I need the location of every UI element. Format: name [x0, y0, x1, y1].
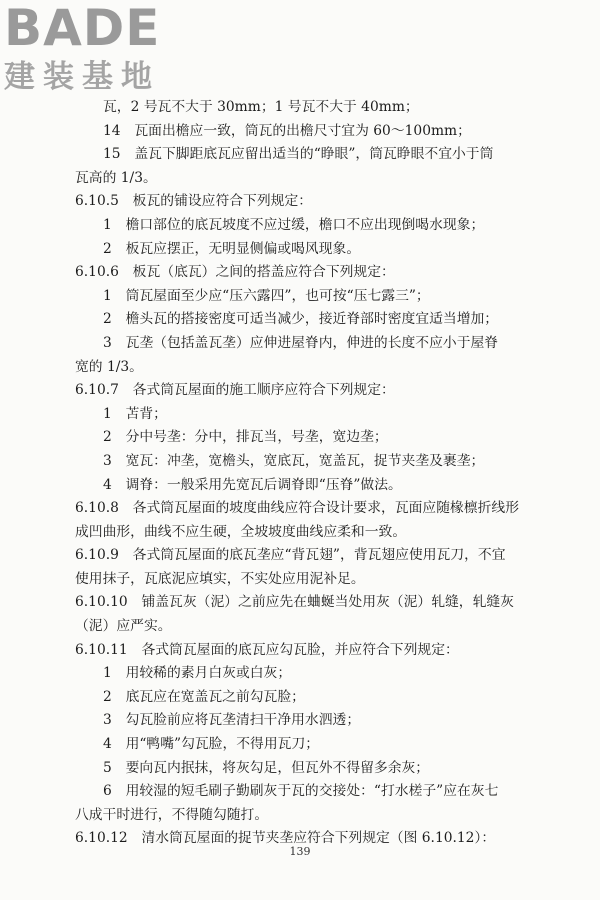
clause-item: 2 檐头瓦的搭接密度可适当减少，接近脊部时密度宜适当增加；	[103, 311, 499, 328]
clause-item: 4 用“鸭嘴”勾瓦脸，不得用瓦刀；	[103, 736, 320, 753]
page-number: 139	[289, 845, 311, 858]
text-line: 成凹曲形，曲线不应生硬，全坡坡度曲线应柔和一致。	[75, 523, 407, 540]
clause-item: 6 用较湿的短毛刷子勤刷灰于瓦的交接处：“打水槎子”应在灰七	[103, 783, 499, 800]
clause-item: 2 底瓦应在宽盖瓦之前勾瓦脸；	[103, 688, 305, 705]
text-line: 八成干时进行，不得随勾随打。	[75, 806, 269, 823]
watermark-subtitle: 建装基地	[4, 59, 160, 95]
text-line: 使用抹子，瓦底泥应填实，不实处应用泥补足。	[75, 570, 365, 587]
text-line: 瓦，2 号瓦不大于 30mm；1 号瓦不大于 40mm；	[103, 99, 419, 115]
watermark-logo	[4, 2, 160, 94]
clause-heading: 6.10.5 板瓦的铺设应符合下列规定：	[75, 193, 313, 210]
clause-item: 2 板瓦应摆正，无明显侧偏或喝风现象。	[103, 240, 361, 257]
text-line: 宽的 1/3。	[75, 358, 143, 375]
clause-item: 1 用较稀的素月白灰或白灰；	[103, 665, 292, 682]
clause-heading: 6.10.10 铺盖瓦灰（泥）之前应先在蛐蜒当处用灰（泥）轧缝，轧缝灰	[75, 594, 514, 611]
clause-item: 1 苫背；	[103, 405, 167, 422]
clause-heading: 6.10.12 清水筒瓦屋面的捉节夹垄应符合下列规定（图 6.10.12）：	[75, 830, 496, 847]
clause-item: 15 盖瓦下脚距底瓦应留出适当的“睁眼”，筒瓦睁眼不宜小于筒	[103, 146, 494, 163]
clause-item: 2 分中号垄：分中，排瓦当，号垄，宽边垄；	[103, 429, 388, 446]
clause-heading: 6.10.11 各式筒瓦屋面的底瓦应勾瓦脸，并应符合下列规定：	[75, 641, 459, 658]
clause-item: 3 宽瓦：冲垄，宽檐头，宽底瓦，宽盖瓦，捉节夹垄及裹垄；	[103, 452, 485, 469]
clause-item: 3 瓦垄（包括盖瓦垄）应伸进屋脊内，伸进的长度不应小于屋脊	[103, 334, 499, 351]
text-line: （泥）应严实。	[75, 618, 172, 635]
watermark-brand: BADE	[4, 0, 161, 57]
text-line: 瓦高的 1/3。	[75, 169, 157, 186]
clause-item: 5 要向瓦内抿抹，将灰勾足，但瓦外不得留多余灰；	[103, 759, 430, 776]
clause-item: 4 调脊：一般采用先宽瓦后调脊即“压脊”做法。	[103, 476, 402, 493]
clause-item: 1 檐口部位的底瓦坡度不应过缓，檐口不应出现倒喝水现象；	[103, 216, 485, 233]
body-text	[75, 96, 545, 851]
clause-heading: 6.10.7 各式筒瓦屋面的施工顺序应符合下列规定：	[75, 382, 395, 399]
clause-heading: 6.10.6 板瓦（底瓦）之间的搭盖应符合下列规定：	[75, 264, 395, 281]
clause-heading: 6.10.8 各式筒瓦屋面的坡度曲线应符合设计要求，瓦面应随椽檩折线形	[75, 500, 519, 517]
clause-item: 1 筒瓦屋面至少应“压六露四”，也可按“压七露三”；	[103, 287, 430, 304]
clause-heading: 6.10.9 各式筒瓦屋面的底瓦垄应“背瓦翅”，背瓦翅应使用瓦刀，不宜	[75, 547, 506, 564]
clause-item: 3 勾瓦脸前应将瓦垄清扫干净用水泗透；	[103, 712, 361, 729]
clause-item: 14 瓦面出檐应一致，筒瓦的出檐尺寸宜为 60～100mm；	[103, 122, 471, 139]
